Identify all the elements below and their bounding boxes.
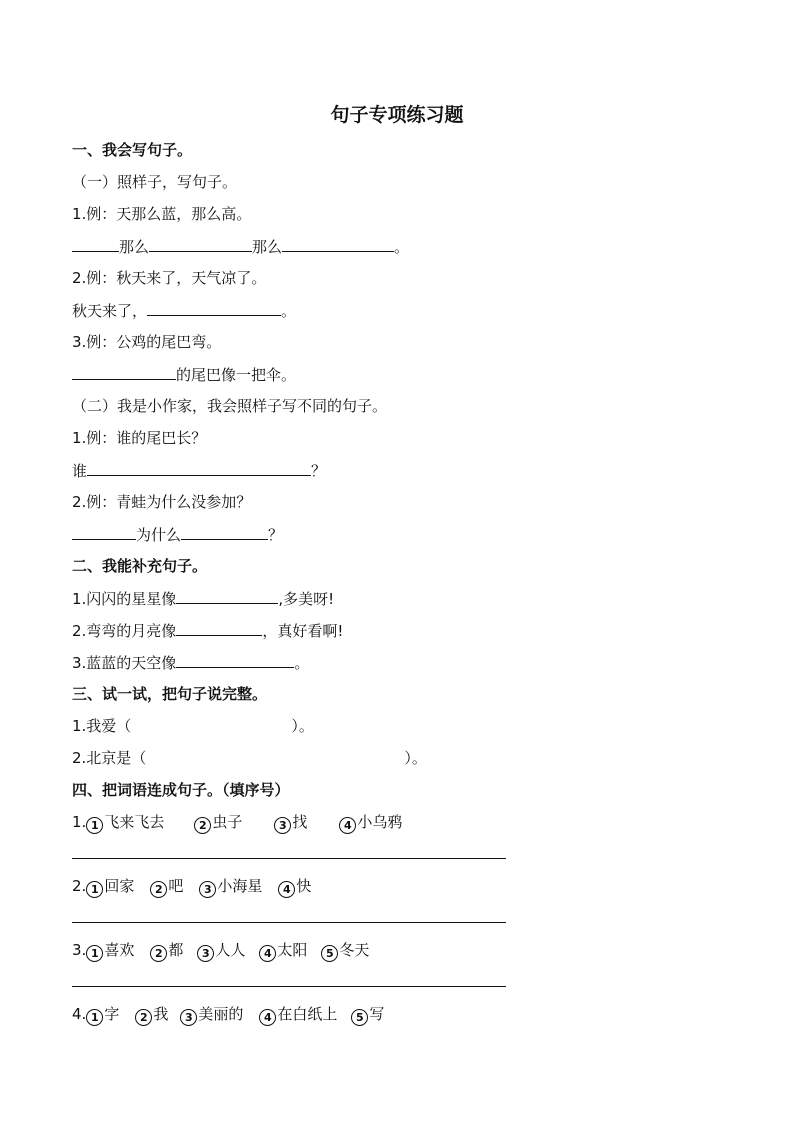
word-text: 快 [296,877,312,895]
number-circle-icon: 1 [86,1009,103,1026]
word-text: 小乌鸦 [357,813,403,831]
word-text: 找 [292,813,308,831]
static-text: 那么 [252,238,283,256]
section-1-part-1: （一）照样子，写句子。 [72,173,238,191]
word-text: 在白纸上 [277,1005,338,1023]
question-number: 1. [72,813,87,831]
s2-q2-row [72,620,343,641]
question-number: 3. [72,941,87,959]
answer-blank[interactable] [176,588,278,604]
word-item [86,1004,119,1026]
static-text: ，真好看啊! [262,622,344,640]
word-item [135,1004,168,1026]
word-item [197,940,245,962]
answer-blank[interactable] [147,300,281,316]
word-text: 冬天 [339,941,370,959]
word-item [351,1004,384,1026]
answer-blank[interactable] [87,460,311,476]
number-circle-icon: 2 [150,881,167,898]
s1-q3-example: 3.例：公鸡的尾巴弯。 [72,333,222,351]
section-2-heading: 二、我能补充句子。 [72,557,208,575]
static-text: ）。 [291,717,314,735]
word-text: 虫子 [212,813,243,831]
number-circle-icon: 4 [259,1009,276,1026]
answer-blank[interactable] [72,236,119,252]
s1-q5-example: 2.例：青蛙为什么没参加？ [72,493,252,511]
number-circle-icon: 2 [150,945,167,962]
answer-blank[interactable] [181,524,268,540]
static-text: 。 [294,654,310,672]
word-item [180,1004,243,1026]
number-circle-icon: 1 [86,945,103,962]
static-text: 那么 [119,238,150,256]
static-text: 的尾巴像一把伞。 [176,366,297,384]
static-text: ？ [311,462,327,480]
static-text: 1.我爱（ [72,717,132,735]
word-item [86,812,164,834]
static-text: 1.闪闪的星星像 [72,590,177,608]
section-3-heading: 三、试一试，把句子说完整。 [72,685,268,703]
word-text: 吧 [168,877,184,895]
answer-blank[interactable] [72,364,176,380]
number-circle-icon: 1 [86,817,103,834]
static-text: ）。 [404,749,427,767]
s1-q4-example: 1.例：谁的尾巴长？ [72,429,207,447]
word-item [259,940,307,962]
word-text: 太阳 [277,941,308,959]
word-text: 人人 [215,941,246,959]
question-number: 4. [72,1005,87,1023]
word-text: 回家 [104,877,135,895]
static-text: 2.北京是（ [72,749,147,767]
word-item [86,940,134,962]
number-circle-icon: 4 [339,817,356,834]
number-circle-icon: 3 [274,817,291,834]
number-circle-icon: 5 [321,945,338,962]
static-text: 谁 [72,462,88,480]
word-item [274,812,307,834]
word-item [194,812,242,834]
word-text: 字 [104,1005,120,1023]
answer-blank[interactable] [149,236,252,252]
number-circle-icon: 2 [194,817,211,834]
s1-q2-answer-row [72,300,296,321]
static-text: 为什么 [136,526,182,544]
number-circle-icon: 5 [351,1009,368,1026]
number-circle-icon: 3 [180,1009,197,1026]
word-item [259,1004,337,1026]
s1-q1-example: 1.例：天那么蓝，那么高。 [72,205,252,223]
answer-line[interactable] [72,922,506,923]
answer-line[interactable] [72,986,506,987]
static-text: 。 [281,302,297,320]
word-item [150,940,183,962]
s2-q1-row [72,588,334,609]
number-circle-icon: 2 [135,1009,152,1026]
word-text: 我 [153,1005,169,1023]
answer-blank[interactable] [282,236,394,252]
s3-q1-row [72,716,314,736]
word-item [199,876,262,898]
s2-q3-row [72,652,309,673]
answer-blank[interactable] [176,652,294,668]
word-item [150,876,183,898]
answer-blank[interactable] [72,524,136,540]
question-number: 2. [72,877,87,895]
static-text: 秋天来了， [72,302,148,320]
word-text: 小海星 [217,877,263,895]
word-item [278,876,311,898]
word-item [86,876,134,898]
s1-q1-answer-row [72,236,409,257]
word-text: 写 [369,1005,385,1023]
static-text: 3.蓝蓝的天空像 [72,654,177,672]
section-4-heading: 四、把词语连成句子。（填序号） [72,781,290,799]
static-text: 。 [394,238,410,256]
s3-q2-row [72,748,427,768]
answer-line[interactable] [72,858,506,859]
static-text: ？ [268,526,284,544]
word-item [321,940,369,962]
s4-q3-row [72,940,369,962]
s4-q2-row [72,876,311,898]
word-text: 美丽的 [198,1005,244,1023]
word-text: 喜欢 [104,941,135,959]
s1-q4-answer-row [72,460,326,481]
static-text: 2.弯弯的月亮像 [72,622,177,640]
page-title: 句子专项练习题 [330,104,464,126]
number-circle-icon: 4 [278,881,295,898]
number-circle-icon: 3 [197,945,214,962]
section-1-part-2: （二）我是小作家，我会照样子写不同的句子。 [72,397,388,415]
word-text: 都 [168,941,184,959]
s1-q5-answer-row [72,524,283,545]
static-text: ,多美呀! [278,590,335,608]
number-circle-icon: 3 [199,881,216,898]
number-circle-icon: 4 [259,945,276,962]
section-1-heading: 一、我会写句子。 [72,141,193,159]
word-item [339,812,402,834]
answer-blank[interactable] [176,620,262,636]
s1-q3-answer-row [72,364,296,385]
s4-q4-row [72,1004,384,1026]
word-text: 飞来飞去 [104,813,165,831]
s1-q2-example: 2.例：秋天来了，天气凉了。 [72,269,267,287]
s4-q1-row [72,812,402,834]
number-circle-icon: 1 [86,881,103,898]
